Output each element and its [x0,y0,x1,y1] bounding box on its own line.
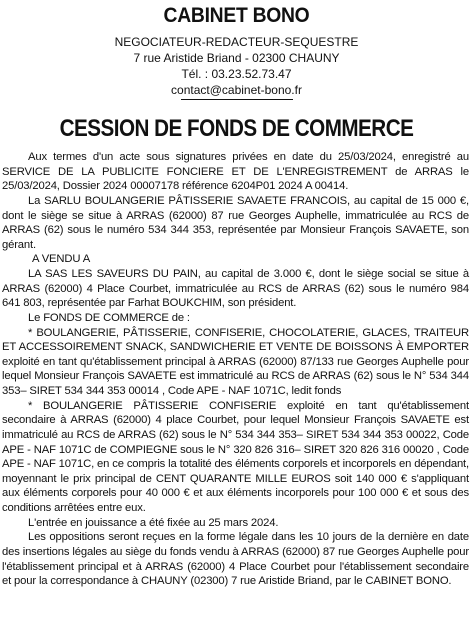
paragraph-main-establishment: * BOULANGERIE, PÂTISSERIE, CONFISERIE, CHOCOLATERIE, GLACES, TRAITEUR ET ACCESSOIREMENT SNACK, SANDWICHERIE ET VENTE DE BOISSONS À EMPORTER exploité en tant qu'établissement principal à ARRAS (62000) 87/133 rue Georges Auphelle pour lequel Monsieur François SAVAETE est immatriculé au RCS de ARRAS (62) sous le N° 534 344 353– SIRET 534 344 353 00014 , Code APE - NAF 1071C, ledit fonds [2,326,469,397]
paragraph-business-intro: Le FONDS DE COMMERCE de : [28,311,190,324]
header-divider [181,99,293,100]
paragraph-entry-date: L'entrée en jouissance a été fixée au 25 mars 2024. [28,516,279,529]
cabinet-contact-block [0,34,473,100]
paragraph-secondary-establishment: * BOULANGERIE PÂTISSERIE CONFISERIE exploité en tant qu'établissement secondaire à ARRAS (62000) 4 place Courbet, pour lequel Monsieur François SAVAETE est immatriculé au RCS de ARRAS (62) sous le N° 534 344 353– SIRET 534 344 353 00022, Code APE - NAF 1071C de COMPIEGNE sous le N° 320 826 316– SIRET 320 826 316 00020 , Code APE - NAF 1071C, en ce compris la totalité des éléments corporels et incorporels en dépendant, moyennant le prix principal de CENT QUARANTE MILLE EUROS soit 140 000 € s'appliquant aux éléments corporels pour 40 000 € et aux éléments incorporels pour 100 000 € et sous des conditions arrêtées entre eux. [2,399,469,514]
notice-body [2,150,469,589]
cabinet-subtitle: NEGOCIATEUR-REDACTEUR-SEQUESTRE [114,35,359,49]
notice-title: CESSION DE FONDS DE COMMERCE [59,115,414,142]
cabinet-phone: Tél. : 03.23.52.73.47 [181,67,292,81]
paragraph-sold-to: A VENDU A [32,253,91,266]
cabinet-name: CABINET BONO [163,4,310,27]
paragraph-deed: Aux termes d'un acte sous signatures privées en date du 25/03/2024, enregistré au SERVICE DE LA PUBLICITE FONCIERE ET DE L'ENREGISTREMENT de ARRAS le 25/03/2024, Dossier 2024 00007178 référence 6204P01 2024 A 00414. [2,151,469,193]
cabinet-address: 7 rue Aristide Briand - 02300 CHAUNY [133,51,340,65]
paragraph-buyer: LA SAS LES SAVEURS DU PAIN, au capital de 3.000 €, dont le siège social se situe à ARRAS (62000) 4 Place Courbet, immatriculée au RCS de ARRAS (62) sous le numéro 984 641 803, représentée par Farhat BOUKCHIM, son président. [2,268,469,310]
paragraph-oppositions: Les oppositions seront reçues en la forme légale dans les 10 jours de la dernière en date des insertions légales au siège du fonds vendu à ARRAS (62000) 87 rue Georges Auphelle pour l'établissement principal et à ARRAS (62000) 4 Place Courbet pour l'établissement secondaire et pour la correspondance à CHAUNY (02300) 7 rue Aristide Briand, par le CABINET BONO. [2,531,469,588]
paragraph-seller: La SARLU BOULANGERIE PÂTISSERIE SAVAETE FRANCOIS, au capital de 15 000 €, dont le siège se situe à ARRAS (62000) 87 rue Georges Auphelle, immatriculée au RCS de ARRAS (62) sous le numéro 534 344 353, représentée par Monsieur François SAVAETE, son gérant. [2,194,469,251]
cabinet-email: contact@cabinet-bono.fr [171,83,302,97]
